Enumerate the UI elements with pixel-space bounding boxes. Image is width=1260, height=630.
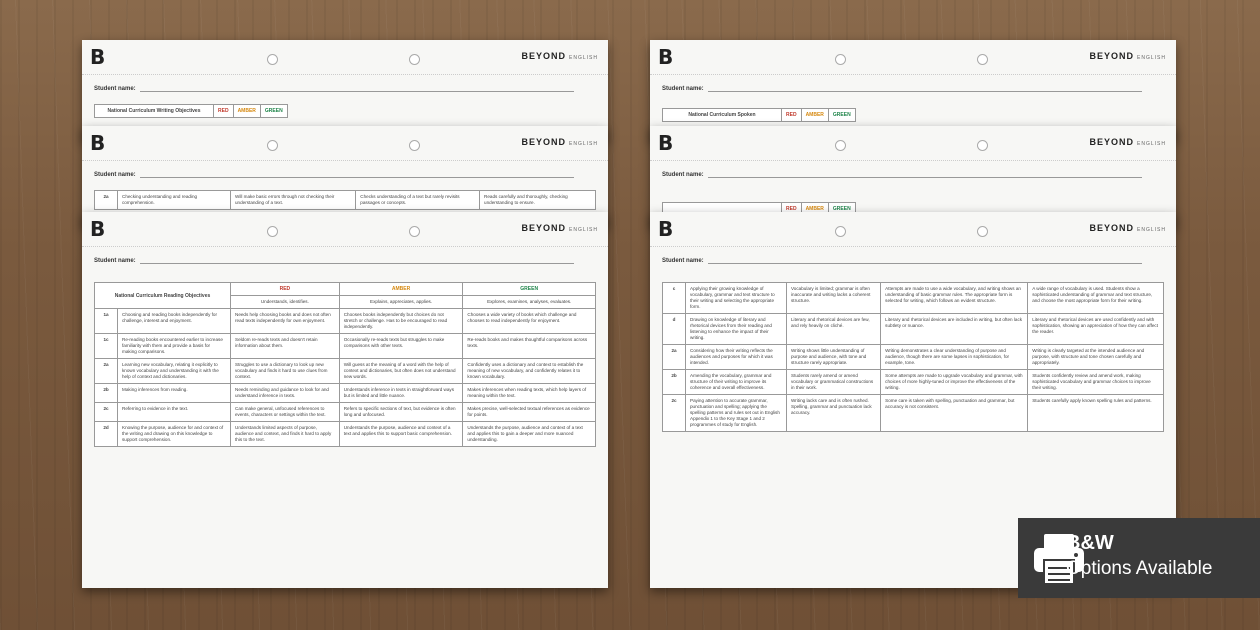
brand-logo: B — [90, 217, 106, 241]
objective-text: Checking understanding and reading comprehension. — [118, 191, 231, 210]
objective-code: 2c — [95, 403, 118, 422]
red-header: RED — [782, 203, 802, 216]
amber-descriptor: Attempts are made to use a wide vocabulary, and writing shows an understanding of basic grammar rules. The appropriate form is selected for writing, which follows an evident structure. — [881, 283, 1028, 314]
objective-code: 2d — [95, 422, 118, 447]
punch-hole-icon — [409, 54, 420, 65]
worksheet-back-left-1 — [82, 40, 608, 140]
rubric-table — [662, 282, 1164, 432]
red-descriptor: Writing lacks care and is often rushed. Spelling, grammar and punctuation lack accuracy. — [787, 395, 881, 432]
brand-logo: B — [90, 45, 106, 69]
objective-text: Referring to evidence in the text. — [118, 403, 231, 422]
red-subheader: Understands, identifies. — [231, 296, 340, 309]
brand-logo: B — [658, 217, 674, 241]
objective-code: 1c — [95, 334, 118, 359]
objective-text: Learning new vocabulary, relating it explicitly to known vocabulary and understanding it with the help of context and dictionaries. — [118, 359, 231, 384]
brand-logo: B — [90, 131, 106, 155]
red-descriptor: Struggles to use a dictionary to look up new vocabulary and finds it hard to use clues from context. — [231, 359, 340, 384]
badge-title: B&W — [1066, 532, 1114, 554]
red-descriptor: Needs help choosing books and does not often read texts independently for own enjoyment. — [231, 309, 340, 334]
student-name-row: Student name: — [662, 172, 1156, 178]
punch-hole-icon — [409, 140, 420, 151]
punch-hole-icon — [267, 54, 278, 65]
green-descriptor: Reads carefully and thoroughly, checking understanding to ensure. — [480, 191, 596, 210]
red-descriptor: Seldom re-reads texts and doesn't retain information about them. — [231, 334, 340, 359]
bw-options-badge — [1018, 518, 1260, 598]
green-descriptor: Re-reads books and makes thoughtful comparisons across texts. — [463, 334, 596, 359]
amber-subheader: Explains, appreciates, applies. — [339, 296, 463, 309]
red-descriptor: Needs reminding and guidance to look for and understand inference in texts. — [231, 384, 340, 403]
objectives-header: National Curriculum Writing Objectives — [95, 105, 214, 118]
sheet-header — [650, 126, 1176, 161]
sheet-header — [82, 126, 608, 161]
red-descriptor: Vocabulary is limited; grammar is often inaccurate and writing lacks a coherent structure. — [787, 283, 881, 314]
student-name-row: Student name: — [94, 258, 588, 264]
red-descriptor: Students rarely amend or amend vocabulary or grammatical constructions in their work. — [787, 370, 881, 395]
green-descriptor: Writing is clearly targeted at the intended audience and purpose, with structure and tone chosen carefully and appropriately. — [1028, 345, 1164, 370]
red-descriptor: Will make basic errors through not checking their understanding of a text. — [231, 191, 356, 210]
objective-text: Applying their growing knowledge of vocabulary, grammar and text structure to their writing and selecting the appropriate form. — [686, 283, 787, 314]
brand-logo: B — [658, 131, 674, 155]
punch-hole-icon — [267, 226, 278, 237]
table-row — [663, 314, 1164, 345]
badge-subtitle: Options Available — [1066, 558, 1213, 579]
punch-hole-icon — [835, 54, 846, 65]
student-name-row: Student name: — [94, 86, 588, 92]
punch-hole-icon — [977, 54, 988, 65]
worksheet-back-right-1 — [650, 40, 1176, 140]
table-row — [95, 309, 596, 334]
green-descriptor: Makes precise, well-selected textual references as evidence for points. — [463, 403, 596, 422]
objectives-header: National Curriculum Reading Objectives — [95, 283, 231, 309]
objective-text: Making inferences from reading. — [118, 384, 231, 403]
sheet-header — [82, 212, 608, 247]
red-descriptor: Literary and rhetorical devices are few, and rely heavily on cliché. — [787, 314, 881, 345]
green-header: GREEN — [260, 105, 287, 118]
green-descriptor: Students carefully apply known spelling rules and patterns. — [1028, 395, 1164, 432]
brand-logo: B — [658, 45, 674, 69]
sheet-header — [650, 40, 1176, 75]
objective-code: d — [663, 314, 686, 345]
green-descriptor: Literary and rhetorical devices are used confidently and with sophistication, showing an appreciation of how they can affect the reader. — [1028, 314, 1164, 345]
amber-descriptor: Literary and rhetorical devices are included in writing, but often lack subtlety or nuance. — [881, 314, 1028, 345]
rubric-table — [94, 282, 596, 447]
objective-text: Re-reading books encountered earlier to increase familiarity with them and provide a basis for making comparisons. — [118, 334, 231, 359]
table-row — [95, 384, 596, 403]
objective-text: Paying attention to accurate grammar, punctuation and spelling; applying the spelling patterns and rules set out in English Appendix 1 to the Key Stage 1 and 2 programmes of study for English. — [686, 395, 787, 432]
objective-text: Drawing on knowledge of literary and rhetorical devices from their reading and listening to enhance the impact of their writing. — [686, 314, 787, 345]
amber-descriptor: Some attempts are made to upgrade vocabulary and grammar, with choices of more highly-tuned or improve the effectiveness of the writing. — [881, 370, 1028, 395]
table-row — [663, 395, 1164, 432]
punch-hole-icon — [977, 140, 988, 151]
green-header: GREEN — [828, 109, 855, 122]
green-descriptor: Makes inferences when reading texts, which help layers of meaning within the text. — [463, 384, 596, 403]
green-descriptor: Confidently uses a dictionary and context to establish the meaning of new vocabulary, and confidently relates it to known vocabulary. — [463, 359, 596, 384]
objective-code: 2a — [95, 359, 118, 384]
brand-name: BEYOND ENGLISH — [521, 51, 598, 61]
amber-header: AMBER — [339, 283, 463, 296]
amber-header: AMBER — [801, 109, 828, 122]
table-row — [663, 370, 1164, 395]
table-row — [95, 359, 596, 384]
green-subheader: Explores, examines, analyses, evaluates. — [463, 296, 596, 309]
worksheet-back-left-2 — [82, 126, 608, 226]
objective-code: 2a — [95, 191, 118, 210]
amber-descriptor: Chooses books independently but choices do not stretch or challenge. Has to be encouraged to read independently. — [339, 309, 463, 334]
amber-header: AMBER — [233, 105, 260, 118]
green-header: GREEN — [828, 203, 855, 216]
objective-text: Choosing and reading books independently for challenge, interest and enjoyment. — [118, 309, 231, 334]
objective-code: 2a — [663, 345, 686, 370]
worksheet-back-right-2 — [650, 126, 1176, 226]
objective-code: 2b — [663, 370, 686, 395]
rubric-table — [662, 108, 856, 122]
sheet-header — [82, 40, 608, 75]
amber-descriptor: Understands the purpose, audience and context of a text and applies this to support basic comprehension. — [339, 422, 463, 447]
amber-descriptor: Understands inference in texts in straightforward ways but is limited and little nuance. — [339, 384, 463, 403]
amber-descriptor: Writing demonstrates a clear understanding of purpose and audience, though there are some lapses in sophistication, for example, tone. — [881, 345, 1028, 370]
brand-name: BEYOND ENGLISH — [1089, 137, 1166, 147]
brand-name: BEYOND ENGLISH — [1089, 51, 1166, 61]
green-descriptor: Chooses a wide variety of books which challenge and chooses to read independently for enjoyment. — [463, 309, 596, 334]
objective-code: 1a — [95, 309, 118, 334]
amber-descriptor: Checks understanding of a text but rarely revisits passages or concepts. — [356, 191, 480, 210]
punch-hole-icon — [835, 140, 846, 151]
objective-text: Knowing the purpose, audience for and context of the writing and drawing on this knowledge to support comprehension. — [118, 422, 231, 447]
table-row — [663, 345, 1164, 370]
objectives-header: National Curriculum Spoken — [663, 109, 782, 122]
worksheet-front-left — [82, 212, 608, 588]
punch-hole-icon — [977, 226, 988, 237]
red-header: RED — [231, 283, 340, 296]
amber-descriptor: Some care is taken with spelling, punctuation and grammar, but accuracy is not consistent. — [881, 395, 1028, 432]
punch-hole-icon — [409, 226, 420, 237]
objective-code: 2c — [663, 395, 686, 432]
table-row — [663, 283, 1164, 314]
student-name-row: Student name: — [94, 172, 588, 178]
objective-code: 2b — [95, 384, 118, 403]
brand-name: BEYOND ENGLISH — [521, 223, 598, 233]
amber-header: AMBER — [801, 203, 828, 216]
table-row — [95, 422, 596, 447]
amber-descriptor: Refers to specific sections of text, but evidence is often long and unfocused. — [339, 403, 463, 422]
green-descriptor: A wide range of vocabulary is used. Students show a sophisticated understanding of grammar and text structure, and choose the most appropriate form for their writing. — [1028, 283, 1164, 314]
objective-text: Considering how their writing reflects the audiences and purposes for which it was intended. — [686, 345, 787, 370]
student-name-row: Student name: — [662, 258, 1156, 264]
red-descriptor: Can make general, unfocused references to events, characters or settings within the text. — [231, 403, 340, 422]
green-header: GREEN — [463, 283, 596, 296]
brand-name: BEYOND ENGLISH — [1089, 223, 1166, 233]
green-descriptor: Students confidently review and amend work, making sophisticated vocabulary and grammar choices to improve their writing. — [1028, 370, 1164, 395]
table-row — [95, 403, 596, 422]
rubric-table — [94, 104, 288, 118]
objective-code: c — [663, 283, 686, 314]
punch-hole-icon — [835, 226, 846, 237]
red-header: RED — [782, 109, 802, 122]
amber-descriptor: Will guess at the meaning of a word with the help of context and dictionaries, but often does not understand new words. — [339, 359, 463, 384]
rubric-table — [94, 190, 596, 210]
sheet-header — [650, 212, 1176, 247]
green-descriptor: Understands the purpose, audience and context of a text and applies this to gain a deeper and more nuanced understanding. — [463, 422, 596, 447]
student-name-row: Student name: — [662, 86, 1156, 92]
red-descriptor: Writing shows little understanding of purpose and audience, with tone and structure rarely appropriate. — [787, 345, 881, 370]
objective-text: Amending the vocabulary, grammar and structure of their writing to improve its coherence and overall effectiveness. — [686, 370, 787, 395]
table-row — [95, 334, 596, 359]
red-descriptor: Understands limited aspects of purpose, audience and context, and finds it hard to apply this to the text. — [231, 422, 340, 447]
amber-descriptor: Occasionally re-reads texts but struggles to make comparisons with other texts. — [339, 334, 463, 359]
punch-hole-icon — [267, 140, 278, 151]
brand-name: BEYOND ENGLISH — [521, 137, 598, 147]
red-header: RED — [214, 105, 234, 118]
